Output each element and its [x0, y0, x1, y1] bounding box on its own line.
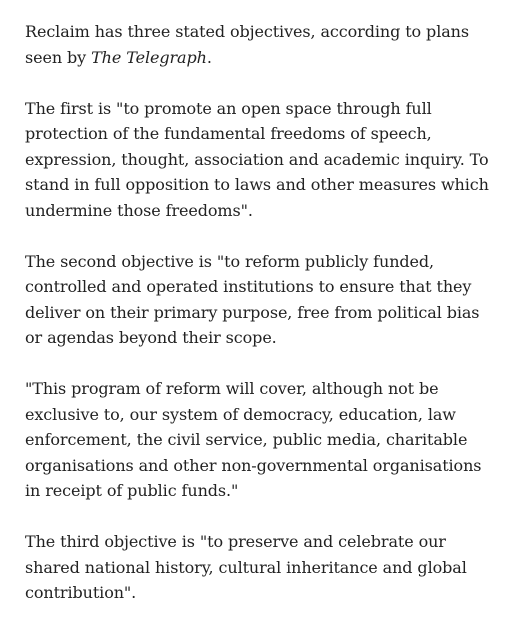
paragraph-intro — [25, 19, 495, 70]
paragraph-reform-program: "This program of reform will cover, although not be exclusive to, our system of democracy, education, law enforcement, the civil service, public media, charitable organisations and other non-governmental organisations in receipt of public funds." — [25, 379, 482, 500]
paragraph-third-objective: The third objective is "to preserve and celebrate our shared national history, cultural inheritance and global contribution". — [25, 532, 467, 602]
paragraph-first-objective: The first is "to promote an open space through full protection of the fundamental freedoms of speech, expression, thought, association and academic inquiry. To stand in full opposition to laws and other measures which undermine those freedoms". — [25, 98, 489, 220]
publication-name: The Telegraph — [91, 47, 207, 67]
article-body — [25, 19, 495, 606]
paragraph-second-objective: The second objective is "to reform publicly funded, controlled and operated institutions to ensure that they deliver on their primary purpose, free from political bias or agendas beyond their scope. — [25, 251, 480, 347]
intro-text: Reclaim has three stated objectives, according to plans seen by — [25, 22, 469, 67]
intro-end: . — [206, 47, 212, 67]
